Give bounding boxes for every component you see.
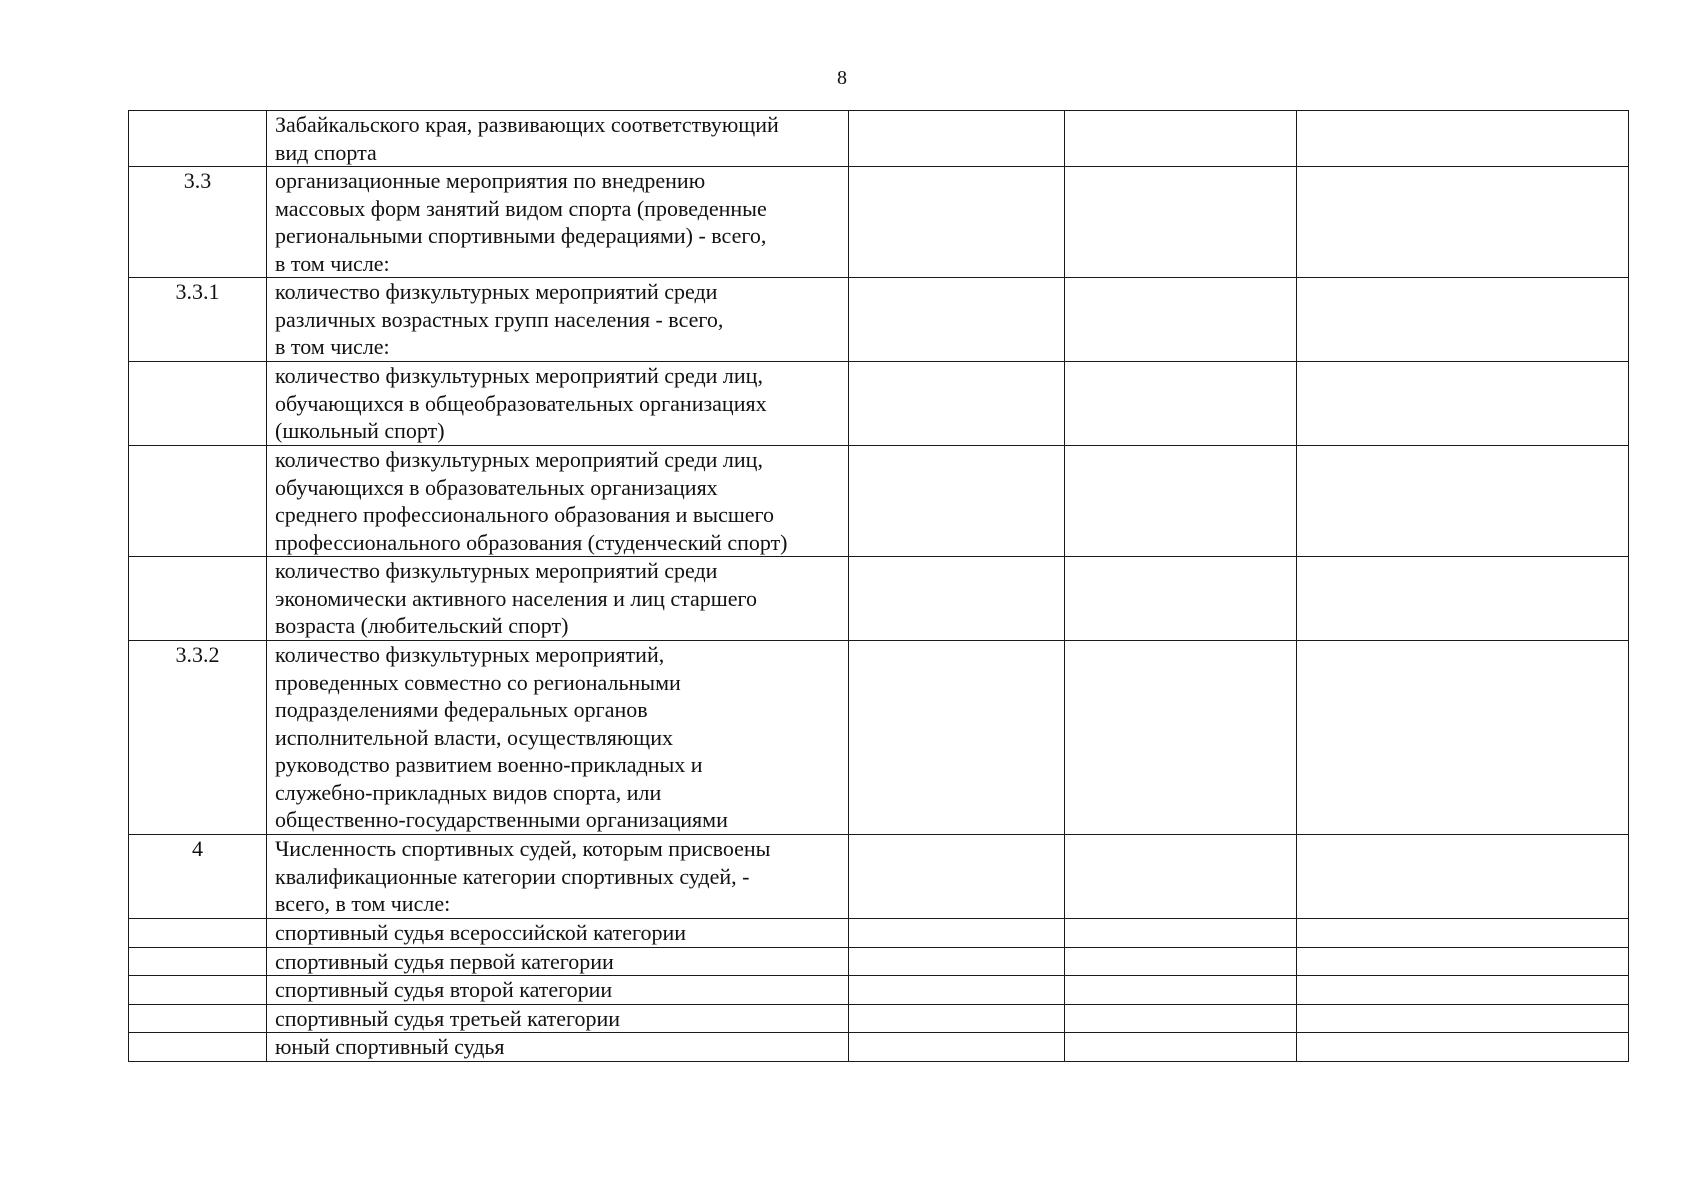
value-cell-c [1297,835,1629,919]
value-cell-a [849,1004,1065,1033]
indicators-table [128,110,1629,1062]
row-number-cell: 3.3 [129,167,267,278]
value-cell-c [1297,947,1629,976]
value-cell-b [1065,835,1297,919]
value-cell-b [1065,1033,1297,1062]
row-number-cell: 3.3.1 [129,278,267,362]
value-cell-c [1297,1004,1629,1033]
table-row [129,641,1629,835]
indicator-text-cell: Забайкальского края, развивающих соответствующий вид спорта [267,111,849,167]
indicator-text-cell: спортивный судья первой категории [267,947,849,976]
table-row [129,835,1629,919]
value-cell-a [849,1033,1065,1062]
value-cell-c [1297,641,1629,835]
indicator-text-cell: количество физкультурных мероприятий среди лиц, обучающихся в образовательных организациях среднего профессионального образования и высшего профессионального образования (студенческий спорт) [267,446,849,557]
value-cell-b [1065,919,1297,948]
value-cell-c [1297,167,1629,278]
value-cell-b [1065,557,1297,641]
value-cell-c [1297,111,1629,167]
value-cell-a [849,557,1065,641]
table-row [129,1033,1629,1062]
row-number-cell [129,919,267,948]
table-row [129,557,1629,641]
value-cell-c [1297,976,1629,1005]
table-row [129,278,1629,362]
table-row [129,947,1629,976]
value-cell-a [849,111,1065,167]
row-number-cell: 3.3.2 [129,641,267,835]
value-cell-b [1065,446,1297,557]
value-cell-c [1297,557,1629,641]
value-cell-a [849,446,1065,557]
value-cell-c [1297,446,1629,557]
value-cell-a [849,835,1065,919]
indicator-text-cell: количество физкультурных мероприятий среди экономически активного населения и лиц старшего возраста (любительский спорт) [267,557,849,641]
indicator-text-cell: количество физкультурных мероприятий среди различных возрастных групп населения - всего, в том числе: [267,278,849,362]
value-cell-a [849,976,1065,1005]
value-cell-b [1065,947,1297,976]
table-row [129,111,1629,167]
row-number-cell: 4 [129,835,267,919]
value-cell-a [849,947,1065,976]
indicator-text-cell: юный спортивный судья [267,1033,849,1062]
indicator-text-cell: спортивный судья второй категории [267,976,849,1005]
value-cell-c [1297,278,1629,362]
value-cell-b [1065,1004,1297,1033]
table-row [129,919,1629,948]
table-row [129,362,1629,446]
value-cell-a [849,919,1065,948]
row-number-cell [129,446,267,557]
value-cell-a [849,278,1065,362]
indicator-text-cell: спортивный судья третьей категории [267,1004,849,1033]
value-cell-b [1065,278,1297,362]
indicator-text-cell: количество физкультурных мероприятий среди лиц, обучающихся в общеобразовательных организациях (школьный спорт) [267,362,849,446]
value-cell-b [1065,362,1297,446]
value-cell-b [1065,976,1297,1005]
page-number: 8 [837,67,847,89]
row-number-cell [129,1033,267,1062]
value-cell-a [849,167,1065,278]
indicator-text-cell: организационные мероприятия по внедрению массовых форм занятий видом спорта (проведенные региональными спортивными федерациями) - всего, в том числе: [267,167,849,278]
row-number-cell [129,947,267,976]
value-cell-c [1297,362,1629,446]
indicators-table-body [129,111,1629,1062]
indicator-text-cell: Численность спортивных судей, которым присвоены квалификационные категории спортивных судей, - всего, в том числе: [267,835,849,919]
row-number-cell [129,1004,267,1033]
value-cell-a [849,641,1065,835]
value-cell-b [1065,641,1297,835]
row-number-cell [129,362,267,446]
table-row [129,1004,1629,1033]
value-cell-a [849,362,1065,446]
row-number-cell [129,557,267,641]
row-number-cell [129,976,267,1005]
indicator-text-cell: спортивный судья всероссийской категории [267,919,849,948]
table-row [129,976,1629,1005]
indicator-text-cell: количество физкультурных мероприятий, проведенных совместно со региональными подразделениями федеральных органов исполнительной власти, осуществляющих руководство развитием военно-прикладных и служебно-прикладных видов спорта, или общественно-государственными организациями [267,641,849,835]
table-row [129,167,1629,278]
row-number-cell [129,111,267,167]
value-cell-b [1065,111,1297,167]
table-row [129,446,1629,557]
value-cell-c [1297,919,1629,948]
value-cell-c [1297,1033,1629,1062]
value-cell-b [1065,167,1297,278]
